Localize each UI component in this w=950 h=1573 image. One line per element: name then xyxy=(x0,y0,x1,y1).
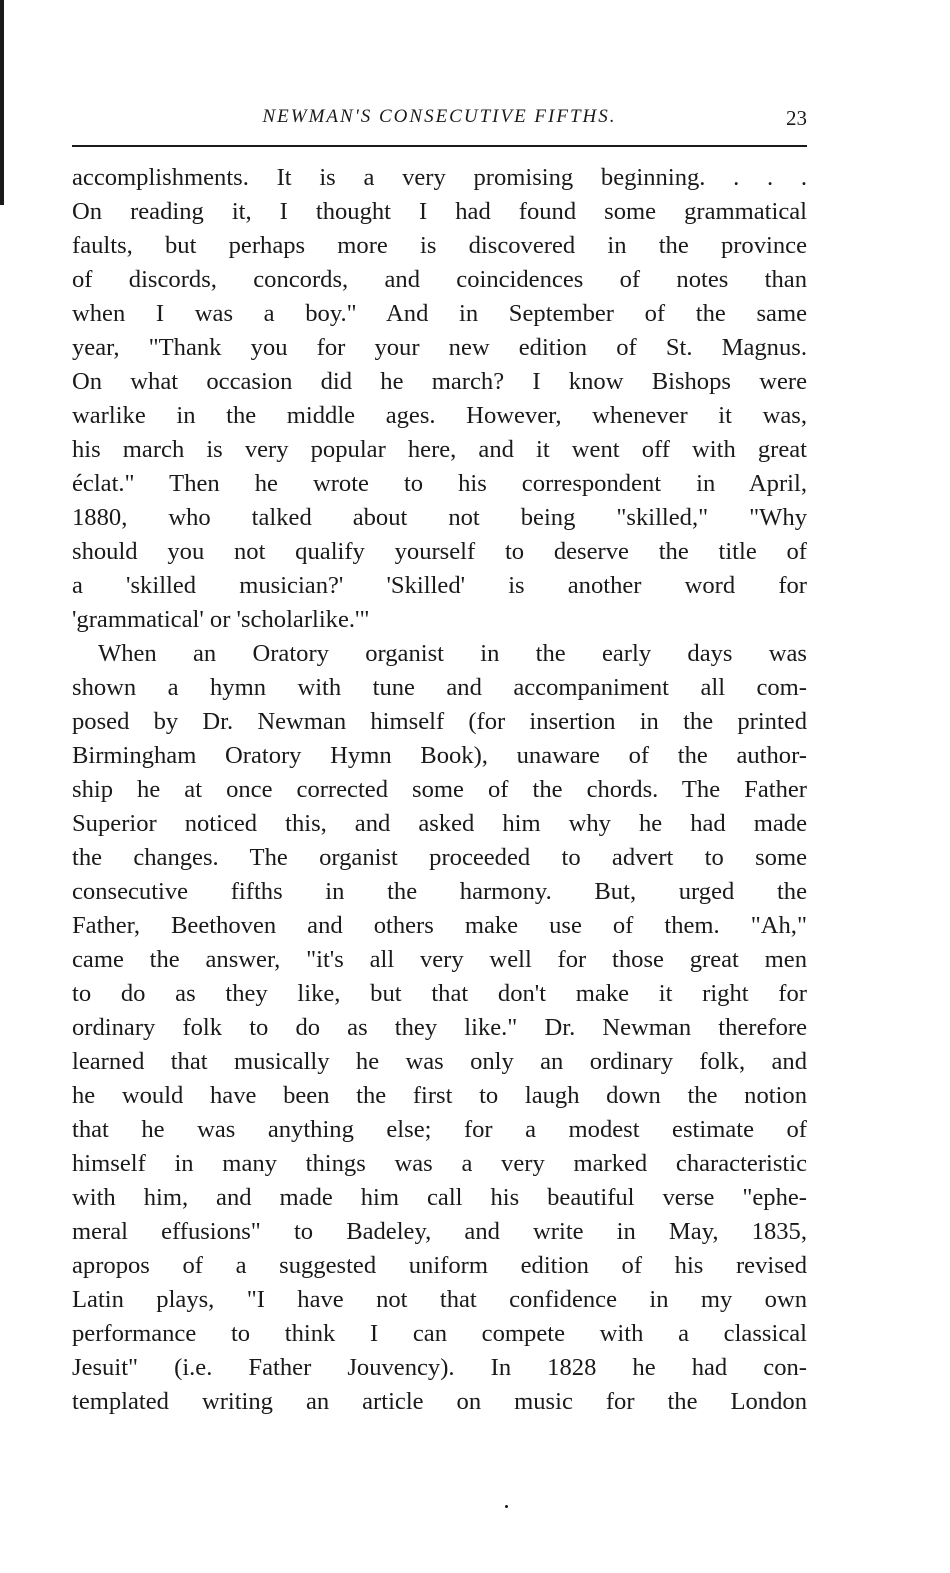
text-line: should you not qualify yourself to deserve the title of xyxy=(72,538,807,565)
text-line: Latin plays, "I have not that confidence in my own xyxy=(72,1286,807,1313)
text-line: templated writing an article on music for the London xyxy=(72,1388,807,1415)
text-line: a 'skilled musician?' 'Skilled' is another word for xyxy=(72,572,807,599)
text-line: warlike in the middle ages. However, whenever it was, xyxy=(72,402,807,429)
text-line: he would have been the first to laugh down the notion xyxy=(72,1082,807,1109)
text-line: came the answer, "it's all very well for those great men xyxy=(72,946,807,973)
text-line: accomplishments. It is a very promising beginning. . . . xyxy=(72,164,807,191)
header-rule xyxy=(72,145,807,147)
text-line: On reading it, I thought I had found some grammatical xyxy=(72,198,807,225)
text-line: of discords, concords, and coincidences of notes than xyxy=(72,266,807,293)
text-line: year, "Thank you for your new edition of St. Magnus. xyxy=(72,334,807,361)
text-line: to do as they like, but that don't make it right for xyxy=(72,980,807,1007)
print-speck xyxy=(505,1505,508,1508)
text-line: with him, and made him call his beautiful verse "ephe- xyxy=(72,1184,807,1211)
text-line: On what occasion did he march? I know Bishops were xyxy=(72,368,807,395)
text-line: Father, Beethoven and others make use of them. "Ah," xyxy=(72,912,807,939)
text-line: 1880, who talked about not being "skilled," "Why xyxy=(72,504,807,531)
text-line: ordinary folk to do as they like." Dr. Newman therefore xyxy=(72,1014,807,1041)
page-header xyxy=(72,102,807,138)
text-line: shown a hymn with tune and accompaniment all com- xyxy=(72,674,807,701)
text-line: learned that musically he was only an ordinary folk, and xyxy=(72,1048,807,1075)
text-line: meral effusions" to Badeley, and write in May, 1835, xyxy=(72,1218,807,1245)
text-line: that he was anything else; for a modest estimate of xyxy=(72,1116,807,1143)
text-line: when I was a boy." And in September of the same xyxy=(72,300,807,327)
text-line: éclat." Then he wrote to his correspondent in April, xyxy=(72,470,807,497)
text-line: Superior noticed this, and asked him why he had made xyxy=(72,810,807,837)
text-line: performance to think I can compete with a classical xyxy=(72,1320,807,1347)
text-line: consecutive fifths in the harmony. But, urged the xyxy=(72,878,807,905)
text-line: faults, but perhaps more is discovered in the province xyxy=(72,232,807,259)
page-edge-mark xyxy=(0,0,4,205)
page-number: 23 xyxy=(786,106,807,130)
text-line: his march is very popular here, and it went off with great xyxy=(72,436,807,463)
text-line: Birmingham Oratory Hymn Book), unaware of the author- xyxy=(72,742,807,769)
text-line-paragraph-end: 'grammatical' or 'scholarlike.'" xyxy=(72,606,370,633)
text-line: ship he at once corrected some of the chords. The Father xyxy=(72,776,807,803)
running-head: NEWMAN'S CONSECUTIVE FIFTHS. xyxy=(262,106,617,127)
text-line: Jesuit" (i.e. Father Jouvency). In 1828 he had con- xyxy=(72,1354,807,1381)
text-line: the changes. The organist proceeded to advert to some xyxy=(72,844,807,871)
text-line: himself in many things was a very marked characteristic xyxy=(72,1150,807,1177)
text-line: apropos of a suggested uniform edition of his revised xyxy=(72,1252,807,1279)
body-text xyxy=(72,161,807,1419)
text-line-paragraph-start: When an Oratory organist in the early days was xyxy=(98,640,807,667)
text-line: posed by Dr. Newman himself (for insertion in the printed xyxy=(72,708,807,735)
